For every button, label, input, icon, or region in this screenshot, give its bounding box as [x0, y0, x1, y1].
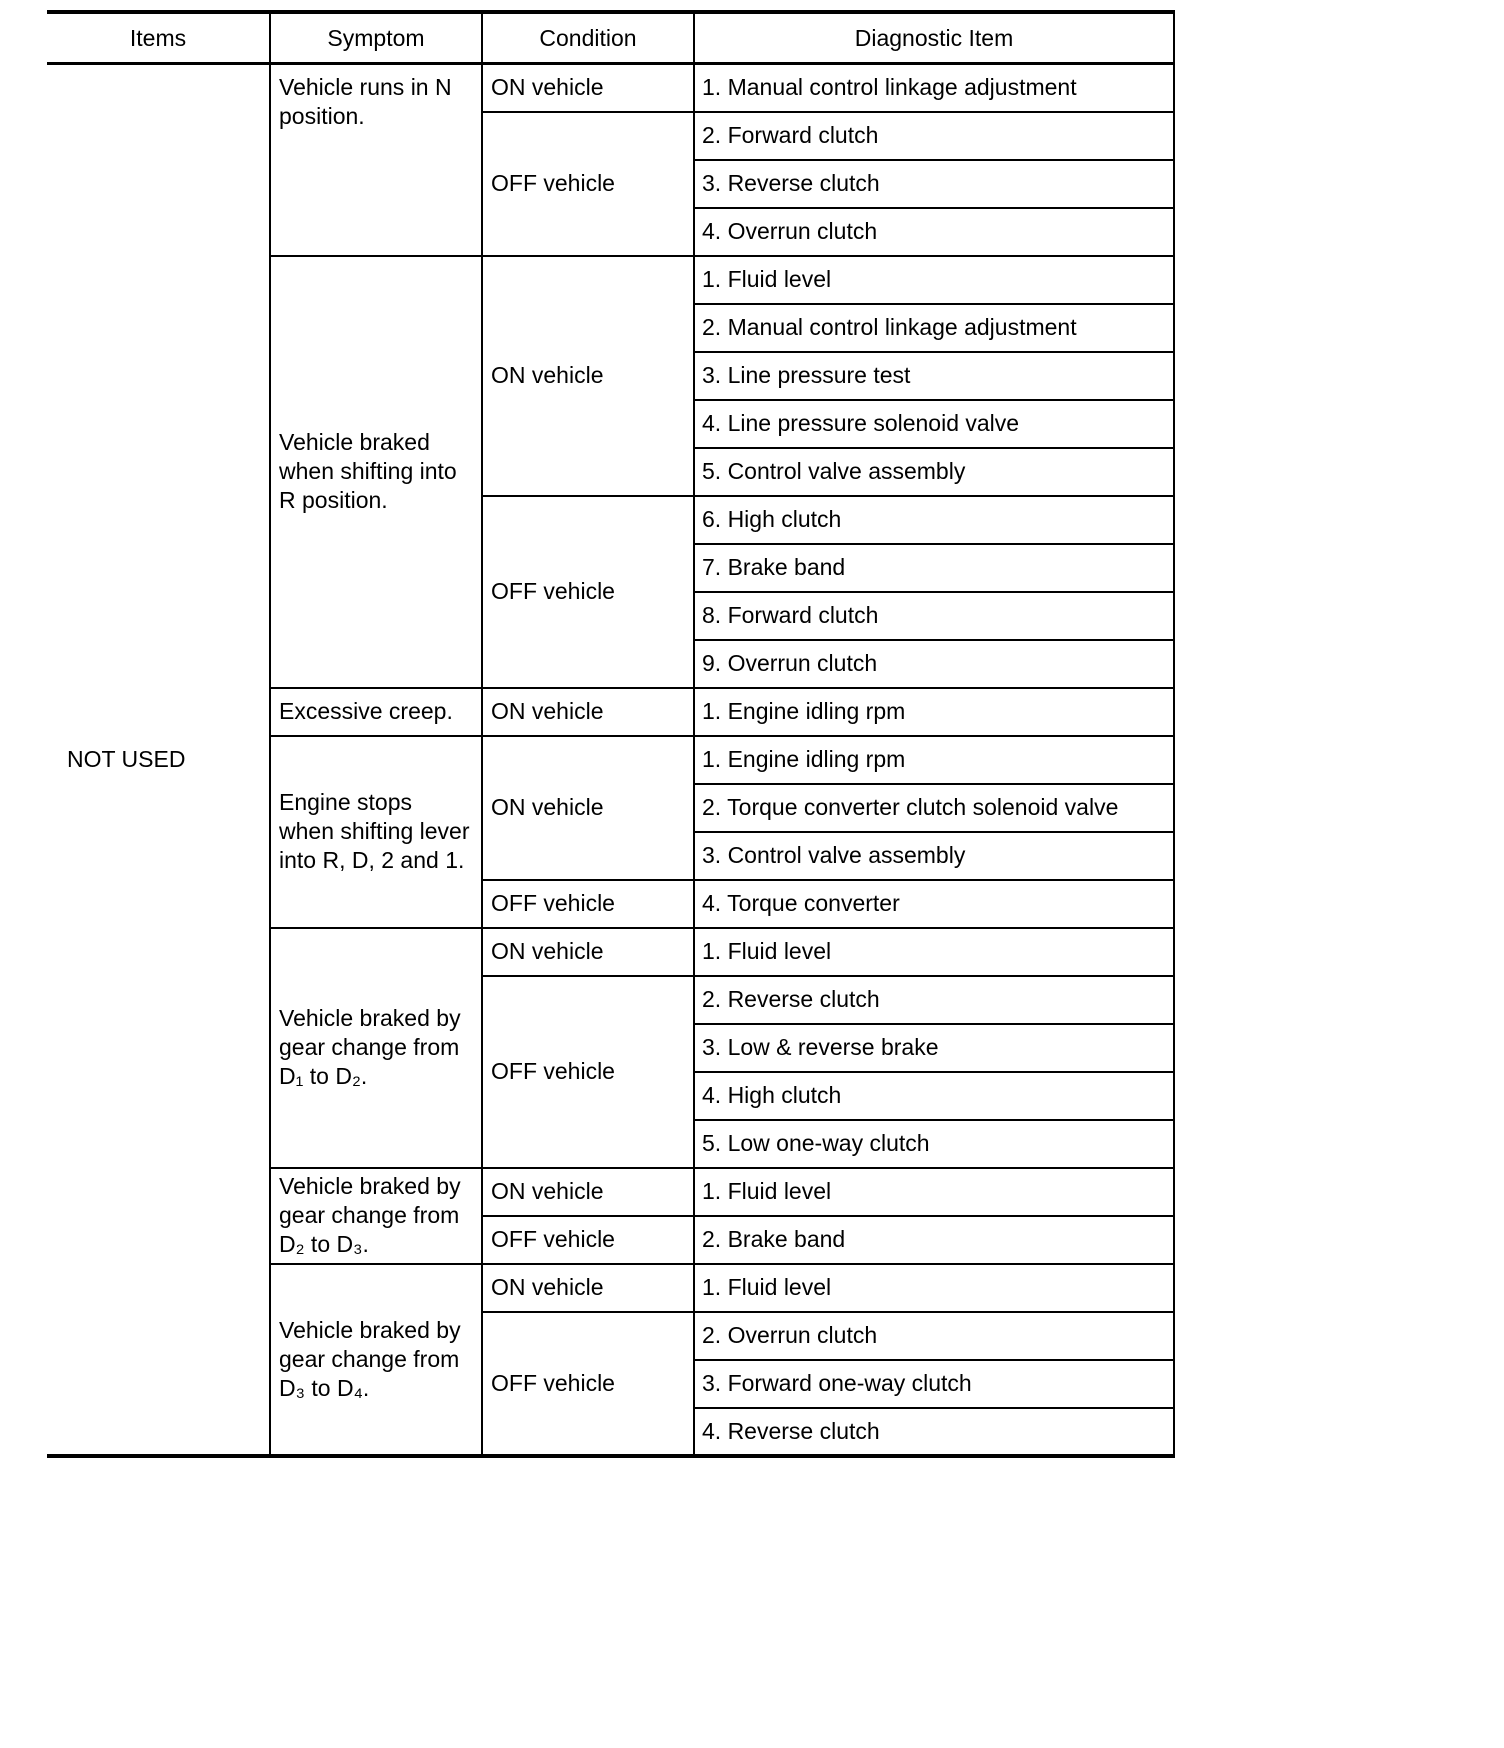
- condition-cell: ON vehicle: [482, 1168, 694, 1216]
- diagnostic-item-cell: 9. Overrun clutch: [694, 640, 1174, 688]
- condition-cell: OFF vehicle: [482, 976, 694, 1168]
- table-body: [47, 64, 1174, 1456]
- table-row: [47, 64, 1174, 112]
- symptom-cell: Vehicle braked by gear change from D₃ to D₄.: [270, 1264, 482, 1456]
- header-diagnostic-item: Diagnostic Item: [694, 12, 1174, 64]
- condition-cell: OFF vehicle: [482, 1216, 694, 1264]
- diagnostic-table: [47, 10, 1175, 1458]
- diagnostic-item-cell: 1. Fluid level: [694, 1264, 1174, 1312]
- diagnostic-item-cell: 7. Brake band: [694, 544, 1174, 592]
- condition-cell: ON vehicle: [482, 928, 694, 976]
- header-condition: Condition: [482, 12, 694, 64]
- condition-cell: OFF vehicle: [482, 112, 694, 256]
- diagnostic-item-cell: 5. Control valve assembly: [694, 448, 1174, 496]
- diagnostic-item-cell: 2. Brake band: [694, 1216, 1174, 1264]
- symptom-cell: Engine stops when shifting lever into R, D, 2 and 1.: [270, 736, 482, 928]
- items-cell: NOT USED: [47, 64, 270, 1456]
- diagnostic-item-cell: 3. Reverse clutch: [694, 160, 1174, 208]
- diagnostic-item-cell: 1. Engine idling rpm: [694, 736, 1174, 784]
- condition-cell: OFF vehicle: [482, 880, 694, 928]
- header-symptom: Symptom: [270, 12, 482, 64]
- condition-cell: ON vehicle: [482, 1264, 694, 1312]
- symptom-cell: Vehicle runs in N position.: [270, 64, 482, 256]
- diagnostic-item-cell: 8. Forward clutch: [694, 592, 1174, 640]
- condition-cell: OFF vehicle: [482, 496, 694, 688]
- symptom-cell: Vehicle braked by gear change from D₁ to D₂.: [270, 928, 482, 1168]
- symptom-cell: Vehicle braked when shifting into R position.: [270, 256, 482, 688]
- header-items: Items: [47, 12, 270, 64]
- diagnostic-item-cell: 4. Overrun clutch: [694, 208, 1174, 256]
- diagnostic-item-cell: 6. High clutch: [694, 496, 1174, 544]
- symptom-cell: Excessive creep.: [270, 688, 482, 736]
- condition-cell: OFF vehicle: [482, 1312, 694, 1456]
- diagnostic-item-cell: 1. Fluid level: [694, 256, 1174, 304]
- condition-cell: ON vehicle: [482, 688, 694, 736]
- diagnostic-item-cell: 2. Manual control linkage adjustment: [694, 304, 1174, 352]
- diagnostic-item-cell: 4. Torque converter: [694, 880, 1174, 928]
- diagnostic-item-cell: 1. Engine idling rpm: [694, 688, 1174, 736]
- header-row: [47, 12, 1174, 64]
- symptom-cell: Vehicle braked by gear change from D₂ to D₃.: [270, 1168, 482, 1264]
- diagnostic-item-cell: 3. Forward one-way clutch: [694, 1360, 1174, 1408]
- condition-cell: ON vehicle: [482, 736, 694, 880]
- condition-cell: ON vehicle: [482, 256, 694, 496]
- diagnostic-item-cell: 1. Fluid level: [694, 928, 1174, 976]
- diagnostic-item-cell: 2. Torque converter clutch solenoid valve: [694, 784, 1174, 832]
- diagnostic-item-cell: 2. Overrun clutch: [694, 1312, 1174, 1360]
- diagnostic-item-cell: 2. Reverse clutch: [694, 976, 1174, 1024]
- diagnostic-item-cell: 3. Low & reverse brake: [694, 1024, 1174, 1072]
- diagnostic-item-cell: 2. Forward clutch: [694, 112, 1174, 160]
- diagnostic-item-cell: 1. Manual control linkage adjustment: [694, 64, 1174, 112]
- diagnostic-item-cell: 1. Fluid level: [694, 1168, 1174, 1216]
- diagnostic-item-cell: 3. Control valve assembly: [694, 832, 1174, 880]
- condition-cell: ON vehicle: [482, 64, 694, 112]
- diagnostic-item-cell: 5. Low one-way clutch: [694, 1120, 1174, 1168]
- diagnostic-item-cell: 4. Line pressure solenoid valve: [694, 400, 1174, 448]
- diagnostic-item-cell: 3. Line pressure test: [694, 352, 1174, 400]
- diagnostic-item-cell: 4. Reverse clutch: [694, 1408, 1174, 1456]
- diagnostic-item-cell: 4. High clutch: [694, 1072, 1174, 1120]
